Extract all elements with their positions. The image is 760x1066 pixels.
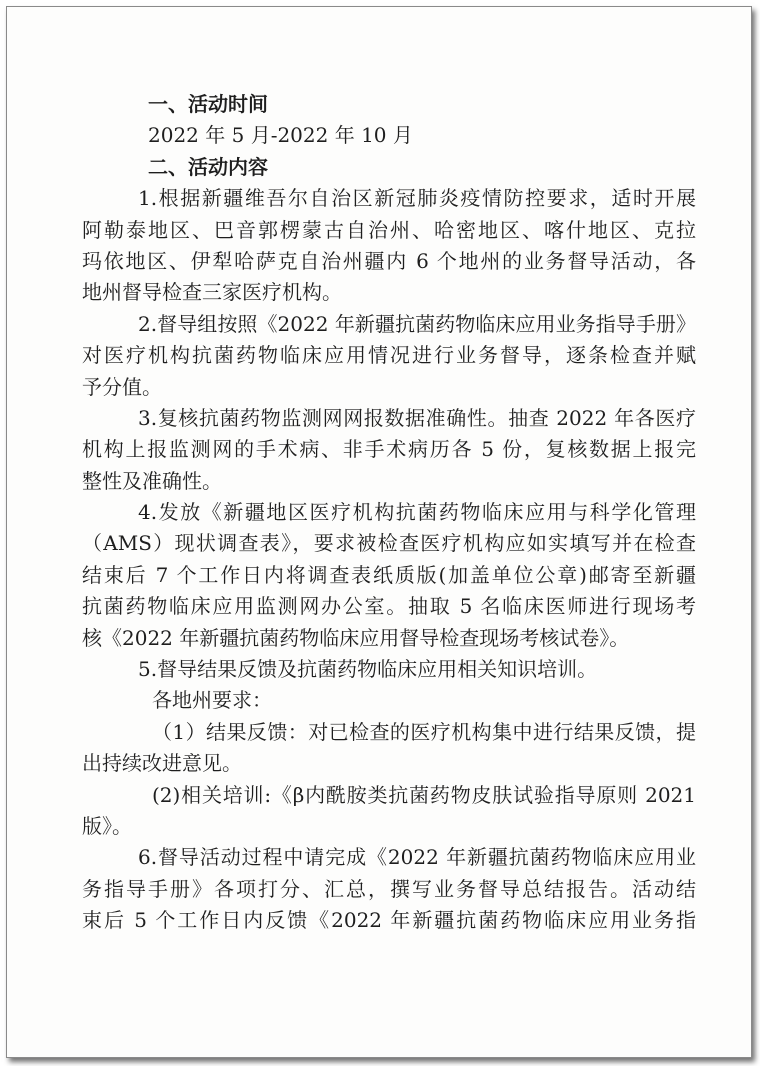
paragraph-line: 地州督导检查三家医疗机构。 bbox=[82, 280, 342, 305]
paragraph-line: 玛依地区、伊犁哈萨克自治州疆内 6 个地州的业务督导活动，各 bbox=[82, 248, 696, 273]
document-page bbox=[6, 6, 752, 1058]
paragraph-line: 机构上报监测网的手术病、非手术病历各 5 份，复核数据上报完 bbox=[82, 437, 696, 462]
paragraph-line: 各地州要求： bbox=[152, 688, 272, 713]
section-heading-activity-content: 二、活动内容 bbox=[148, 154, 268, 179]
paragraph-line: 抗菌药物临床应用监测网办公室。抽取 5 名临床医师进行现场考 bbox=[82, 594, 696, 619]
paragraph-line: 束后 5 个工作日内反馈《2022 年新疆抗菌药物临床应用业务指 bbox=[82, 908, 696, 933]
paragraph-line: 予分值。 bbox=[82, 374, 162, 399]
paragraph-line: 核《2022 年新疆抗菌药物临床应用督导检查现场考核试卷》。 bbox=[82, 625, 630, 650]
paragraph-line: (2)相关培训:《β内酰胺类抗菌药物皮肤试验指导原则 2021 bbox=[152, 782, 696, 807]
activity-date-range: 2022 年 5 月-2022 年 10 月 bbox=[148, 123, 413, 148]
paragraph-line: 版》。 bbox=[82, 813, 132, 838]
paragraph-line: 对医疗机构抗菌药物临床应用情况进行业务督导，逐条检查并赋 bbox=[82, 343, 696, 368]
paragraph-line: 4.发放《新疆地区医疗机构抗菌药物临床应用与科学化管理 bbox=[138, 500, 696, 525]
paragraph-line: 阿勒泰地区、巴音郭楞蒙古自治州、哈密地区、喀什地区、克拉 bbox=[82, 217, 696, 242]
paragraph-line: （AMS）现状调查表》，要求被检查医疗机构应如实填写并在检查 bbox=[82, 531, 696, 556]
paragraph-line: 1.根据新疆维吾尔自治区新冠肺炎疫情防控要求，适时开展 bbox=[138, 186, 696, 211]
paragraph-line: 3.复核抗菌药物监测网网报数据准确性。抽查 2022 年各医疗 bbox=[138, 405, 696, 430]
paragraph-line: 结束后 7 个工作日内将调查表纸质版(加盖单位公章)邮寄至新疆 bbox=[82, 562, 696, 587]
paragraph-line: 2.督导组按照《2022 年新疆抗菌药物临床应用业务指导手册》 bbox=[138, 311, 696, 336]
document-body bbox=[82, 89, 696, 937]
paragraph-line: 务指导手册》各项打分、汇总，撰写业务督导总结报告。活动结 bbox=[82, 876, 696, 901]
paragraph-line: 出持续改进意见。 bbox=[82, 751, 242, 776]
paragraph-line: 6.督导活动过程中请完成《2022 年新疆抗菌药物临床应用业 bbox=[138, 845, 696, 870]
paragraph-line: （1）结果反馈：对已检查的医疗机构集中进行结果反馈，提 bbox=[152, 719, 696, 744]
paragraph-line: 5.督导结果反馈及抗菌药物临床应用相关知识培训。 bbox=[138, 657, 598, 682]
section-heading-activity-time: 一、活动时间 bbox=[148, 92, 268, 116]
paragraph-line: 整性及准确性。 bbox=[82, 468, 222, 493]
